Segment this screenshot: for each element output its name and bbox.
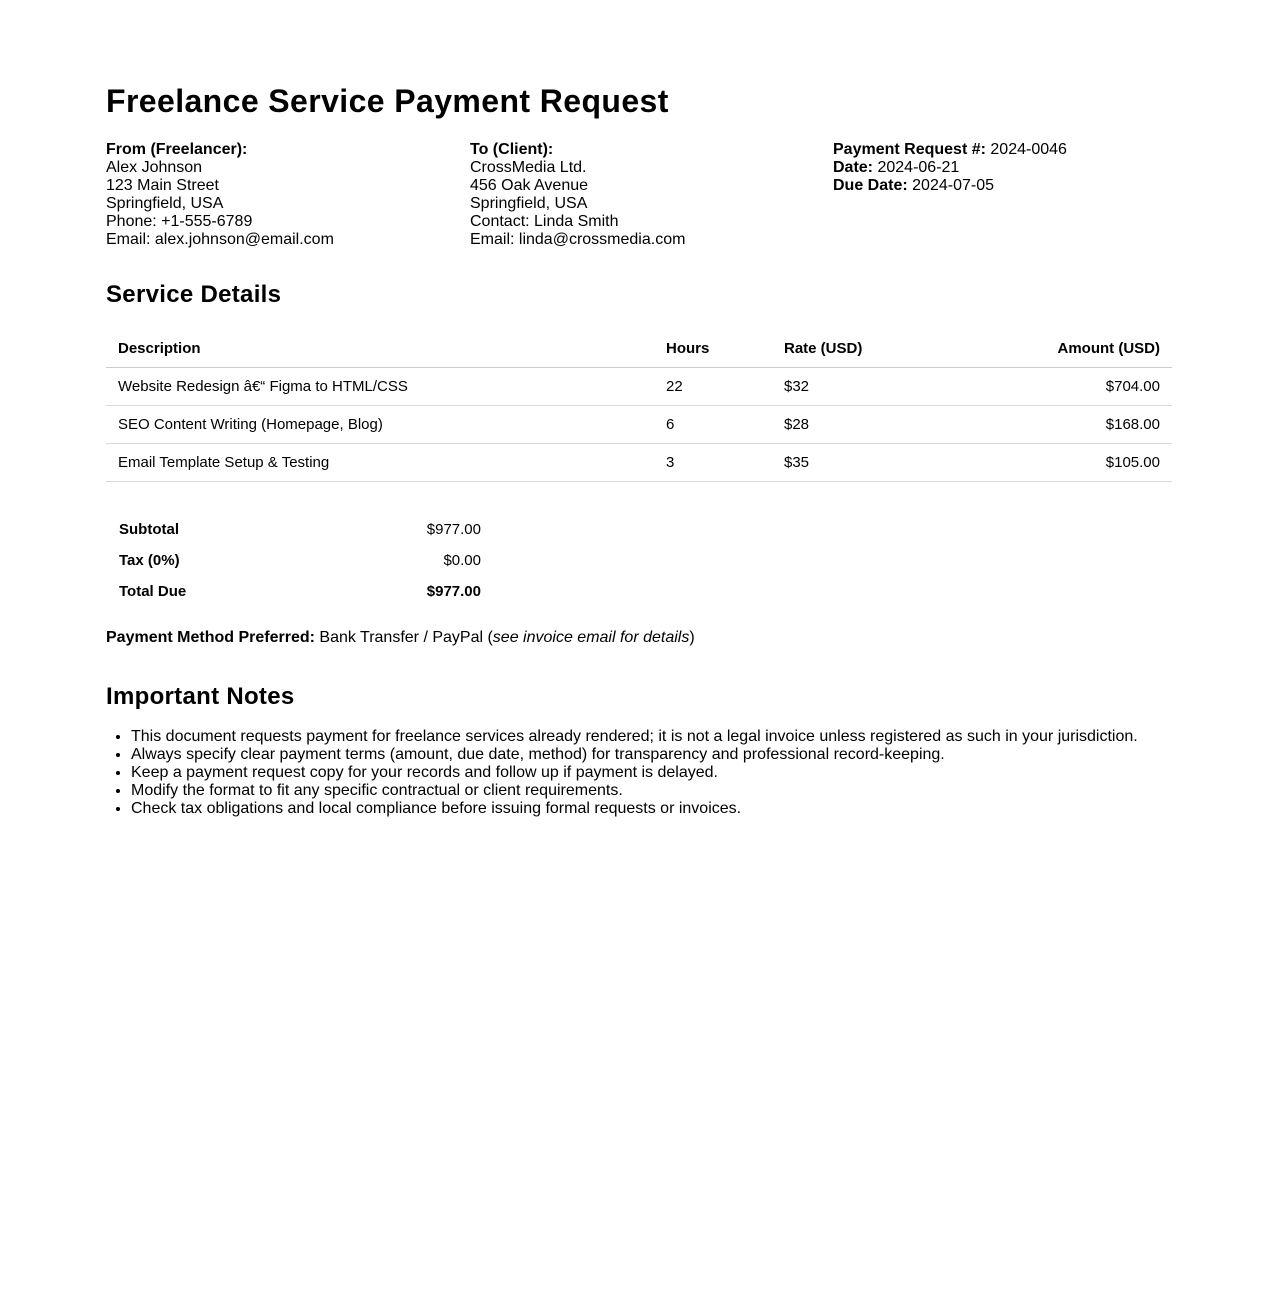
freelancer-street: 123 Main Street — [106, 177, 219, 194]
notes-list — [106, 728, 1172, 818]
request-number — [833, 141, 1172, 159]
cell-description: SEO Content Writing (Homepage, Blog) — [106, 406, 654, 444]
total-due-label: Total Due — [119, 583, 187, 600]
parties-section — [106, 141, 1172, 249]
due-date — [833, 177, 1172, 195]
cell-amount: $168.00 — [956, 406, 1172, 444]
request-number-value: 2024-0046 — [990, 141, 1067, 158]
list-item: • Check tax obligations and local compliance before issuing formal requests or invoices. — [131, 800, 1172, 818]
cell-rate: $35 — [772, 444, 956, 482]
due-date-label: Due Date: — [833, 177, 908, 194]
client-street: 456 Oak Avenue — [470, 177, 589, 194]
payment-method — [106, 629, 1172, 647]
freelancer-block — [106, 141, 470, 249]
freelancer-phone: Phone: +1-555-6789 — [106, 213, 253, 230]
table-header-row — [106, 330, 1172, 368]
cell-hours: 3 — [654, 444, 772, 482]
payment-method-note: see invoice email for details — [492, 629, 690, 646]
client-name: CrossMedia Ltd. — [470, 159, 587, 176]
cell-amount: $105.00 — [956, 444, 1172, 482]
col-header-rate: Rate (USD) — [772, 330, 956, 368]
request-date-value: 2024-06-21 — [877, 159, 960, 176]
cell-hours: 6 — [654, 406, 772, 444]
freelancer-name: Alex Johnson — [106, 159, 203, 176]
request-date — [833, 159, 1172, 177]
subtotal-row — [106, 514, 494, 545]
client-city: Springfield, USA — [470, 195, 588, 212]
tax-value: $0.00 — [443, 552, 481, 569]
payment-request-document — [106, 82, 1172, 818]
service-details-heading: Service Details — [106, 281, 282, 308]
subtotal-value: $977.00 — [426, 521, 481, 538]
subtotal-label: Subtotal — [119, 521, 179, 538]
request-date-label: Date: — [833, 159, 874, 176]
page-title: Freelance Service Payment Request — [106, 83, 669, 119]
client-contact: Contact: Linda Smith — [470, 213, 619, 230]
client-heading: To (Client): — [470, 141, 554, 158]
col-header-amount: Amount (USD) — [956, 330, 1172, 368]
list-item: • This document requests payment for freelance services already rendered; it is not a legal invoice unless registered as such in your jurisdiction. — [131, 728, 1172, 746]
cell-hours: 22 — [654, 368, 772, 406]
totals-table — [106, 514, 494, 607]
cell-rate: $32 — [772, 368, 956, 406]
cell-amount: $704.00 — [956, 368, 1172, 406]
list-item: • Always specify clear payment terms (amount, due date, method) for transparency and professional record-keeping. — [131, 746, 1172, 764]
col-header-description: Description — [106, 330, 654, 368]
payment-method-close: ) — [689, 629, 695, 646]
due-date-value: 2024-07-05 — [912, 177, 994, 194]
tax-row — [106, 545, 494, 576]
important-notes-heading: Important Notes — [106, 683, 295, 710]
list-item: • Keep a payment request copy for your records and follow up if payment is delayed. — [131, 764, 1172, 782]
table-row — [106, 406, 1172, 444]
freelancer-email: Email: alex.johnson@email.com — [106, 231, 334, 248]
cell-rate: $28 — [772, 406, 956, 444]
request-number-label: Payment Request #: — [833, 141, 986, 158]
request-meta-block — [833, 141, 1172, 249]
tax-label: Tax (0%) — [119, 552, 180, 569]
total-due-row — [106, 576, 494, 607]
col-header-hours: Hours — [654, 330, 772, 368]
table-row — [106, 368, 1172, 406]
service-table — [106, 330, 1172, 482]
payment-method-label: Payment Method Preferred: — [106, 629, 315, 646]
list-item: • Modify the format to fit any specific contractual or client requirements. — [131, 782, 1172, 800]
freelancer-heading: From (Freelancer): — [106, 141, 248, 158]
cell-description: Website Redesign â€“ Figma to HTML/CSS — [106, 368, 654, 406]
payment-method-value: Bank Transfer / PayPal ( — [319, 629, 493, 646]
cell-description: Email Template Setup & Testing — [106, 444, 654, 482]
client-block — [470, 141, 833, 249]
client-email: Email: linda@crossmedia.com — [470, 231, 686, 248]
total-due-value: $977.00 — [426, 583, 481, 600]
table-row — [106, 444, 1172, 482]
freelancer-city: Springfield, USA — [106, 195, 224, 212]
